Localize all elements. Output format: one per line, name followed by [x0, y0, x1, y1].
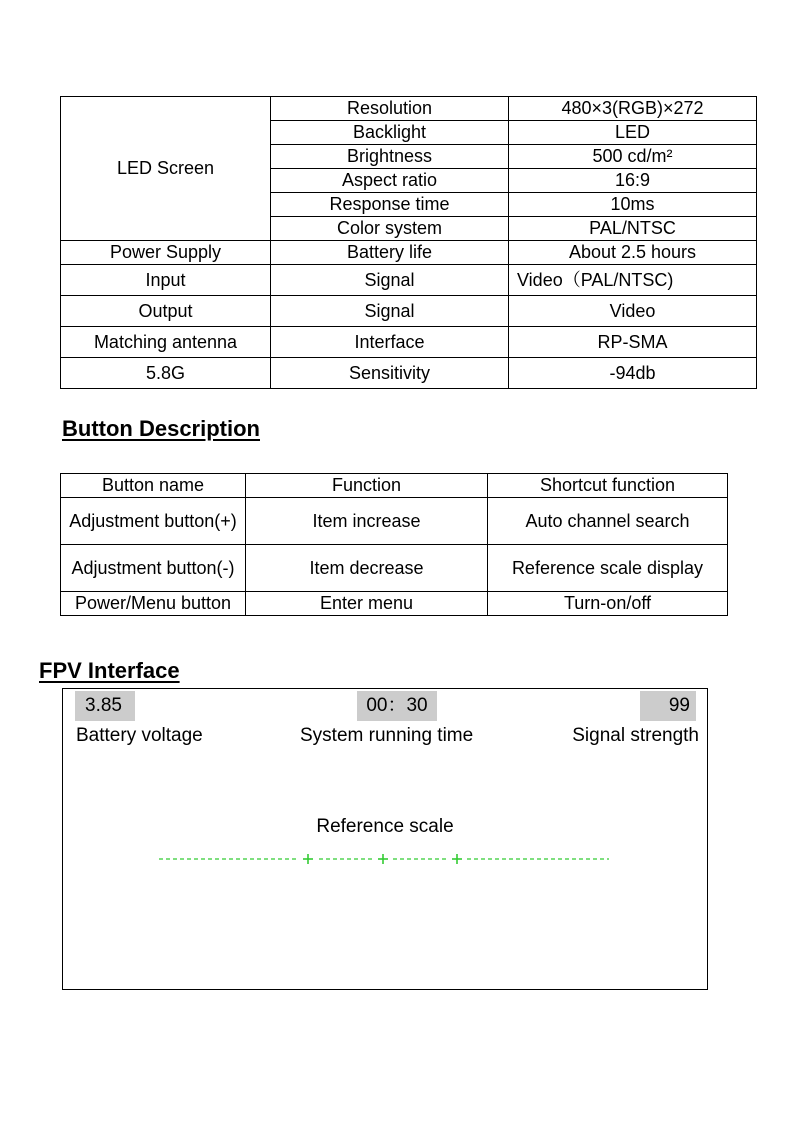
spec-category: Matching antenna — [61, 327, 271, 358]
spec-param: Battery life — [271, 241, 509, 265]
fpv-screen — [62, 688, 708, 990]
spec-param: Signal — [271, 296, 509, 327]
spec-param: Brightness — [271, 145, 509, 169]
button-table-header: Button name — [61, 474, 246, 498]
spec-value: 10ms — [509, 193, 757, 217]
spec-param: Response time — [271, 193, 509, 217]
button-function: Item decrease — [246, 545, 488, 592]
button-table-header: Function — [246, 474, 488, 498]
spec-param: Interface — [271, 327, 509, 358]
spec-value: PAL/NTSC — [509, 217, 757, 241]
spec-param: Backlight — [271, 121, 509, 145]
spec-param: Aspect ratio — [271, 169, 509, 193]
button-description-heading: Button Description — [62, 416, 260, 441]
signal-strength-value: 99 — [640, 691, 696, 721]
button-function: Enter menu — [246, 592, 488, 616]
reference-scale-line — [157, 849, 617, 869]
spec-param: Color system — [271, 217, 509, 241]
running-time-label: System running time — [300, 725, 474, 746]
running-time-value: 00：30 — [357, 691, 437, 721]
spec-param: Signal — [271, 265, 509, 296]
spec-value: LED — [509, 121, 757, 145]
signal-strength-label: Signal strength — [572, 725, 699, 746]
button-function: Item increase — [246, 498, 488, 545]
spec-value: -94db — [509, 358, 757, 389]
spec-value: RP-SMA — [509, 327, 757, 358]
button-shortcut: Turn-on/off — [488, 592, 728, 616]
button-shortcut: Reference scale display — [488, 545, 728, 592]
spec-param: Sensitivity — [271, 358, 509, 389]
battery-voltage-value: 3.85 — [75, 691, 135, 721]
reference-scale-label: Reference scale — [316, 816, 454, 837]
spec-value: 500 cd/m² — [509, 145, 757, 169]
spec-param: Resolution — [271, 97, 509, 121]
spec-category: Power Supply — [61, 241, 271, 265]
fpv-interface-heading: FPV Interface — [39, 658, 180, 683]
spec-category: Input — [61, 265, 271, 296]
button-name: Adjustment button(+) — [61, 498, 246, 545]
spec-value: Video（PAL/NTSC) — [509, 265, 757, 296]
spec-category: 5.8G — [61, 358, 271, 389]
spec-category: Output — [61, 296, 271, 327]
led-screen-category: LED Screen — [61, 97, 271, 241]
spec-value: Video — [509, 296, 757, 327]
button-name: Adjustment button(-) — [61, 545, 246, 592]
button-table — [60, 473, 728, 616]
spec-table — [60, 96, 757, 389]
spec-value: About 2.5 hours — [509, 241, 757, 265]
button-shortcut: Auto channel search — [488, 498, 728, 545]
spec-value: 16:9 — [509, 169, 757, 193]
spec-value: 480×3(RGB)×272 — [509, 97, 757, 121]
button-name: Power/Menu button — [61, 592, 246, 616]
battery-voltage-label: Battery voltage — [76, 725, 203, 746]
button-table-header: Shortcut function — [488, 474, 728, 498]
